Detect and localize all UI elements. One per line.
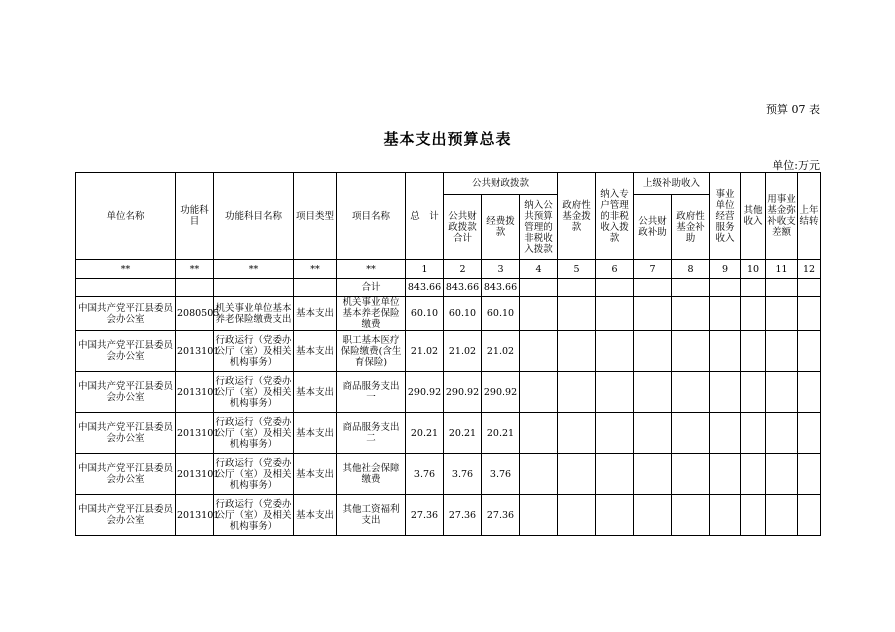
index-cell: ** xyxy=(337,260,406,279)
index-cell: 9 xyxy=(710,260,741,279)
table-row xyxy=(76,372,821,413)
total-label: 合计 xyxy=(337,279,406,297)
header-other-income: 其他收入 xyxy=(741,173,766,260)
total-value: 843.66 xyxy=(406,279,444,297)
index-cell: ** xyxy=(214,260,294,279)
cell-func-name: 行政运行（党委办公厅（室）及相关机构事务） xyxy=(214,372,294,413)
budget-table xyxy=(75,172,821,536)
page-title: 基本支出预算总表 xyxy=(383,130,512,148)
table-row xyxy=(76,297,821,331)
cell-func-name: 机关事业单位基本养老保险缴费支出 xyxy=(214,297,294,331)
cell-total: 60.10 xyxy=(406,297,444,331)
cell-expense: 3.76 xyxy=(482,454,520,495)
cell-unit: 中国共产党平江县委员会办公室 xyxy=(76,413,176,454)
cell-type: 基本支出 xyxy=(294,495,337,536)
cell-func-name: 行政运行（党委办公厅（室）及相关机构事务） xyxy=(214,413,294,454)
header-ss-public: 公共财政补助 xyxy=(634,195,672,260)
form-number: 预算 07 表 xyxy=(766,103,820,116)
header-ss-gov-fund: 政府性基金补助 xyxy=(672,195,710,260)
index-cell: 10 xyxy=(741,260,766,279)
cell-unit: 中国共产党平江县委员会办公室 xyxy=(76,495,176,536)
cell-item: 其他社会保障缴费 xyxy=(337,454,406,495)
cell-item: 职工基本医疗保险缴费(含生育保险) xyxy=(337,331,406,372)
header-special-nontax: 纳入专户管理的非税收入拨款 xyxy=(596,173,634,260)
cell-subtotal: 290.92 xyxy=(444,372,482,413)
header-gov-fund: 政府性基金拨款 xyxy=(558,173,596,260)
cell-code: 2013101 xyxy=(176,454,214,495)
cell-code: 2013101 xyxy=(176,413,214,454)
cell-subtotal: 3.76 xyxy=(444,454,482,495)
cell-code: 2080505 xyxy=(176,297,214,331)
index-cell: 3 xyxy=(482,260,520,279)
cell-type: 基本支出 xyxy=(294,297,337,331)
cell-subtotal: 60.10 xyxy=(444,297,482,331)
index-cell: ** xyxy=(294,260,337,279)
index-cell: 7 xyxy=(634,260,672,279)
index-cell: 5 xyxy=(558,260,596,279)
cell-type: 基本支出 xyxy=(294,454,337,495)
total-pf-expense: 843.66 xyxy=(482,279,520,297)
cell-total: 20.21 xyxy=(406,413,444,454)
cell-unit: 中国共产党平江县委员会办公室 xyxy=(76,454,176,495)
header-public-finance: 公共财政拨款 xyxy=(444,173,558,195)
cell-total: 290.92 xyxy=(406,372,444,413)
index-cell: 8 xyxy=(672,260,710,279)
header-fund-offset: 用事业基金弥补收支差额 xyxy=(766,173,798,260)
index-row xyxy=(76,260,821,279)
cell-subtotal: 21.02 xyxy=(444,331,482,372)
header-total: 总 计 xyxy=(406,173,444,260)
table-row xyxy=(76,413,821,454)
header-superior-subsidy: 上级补助收入 xyxy=(634,173,710,195)
cell-total: 21.02 xyxy=(406,331,444,372)
header-func-code: 功能科目 xyxy=(176,173,214,260)
table-row xyxy=(76,495,821,536)
cell-expense: 60.10 xyxy=(482,297,520,331)
cell-expense: 27.36 xyxy=(482,495,520,536)
unit-label: 单位:万元 xyxy=(772,159,820,172)
table-row xyxy=(76,331,821,372)
index-cell: 6 xyxy=(596,260,634,279)
cell-expense: 21.02 xyxy=(482,331,520,372)
cell-code: 2013101 xyxy=(176,495,214,536)
table-row xyxy=(76,454,821,495)
total-pf-subtotal: 843.66 xyxy=(444,279,482,297)
header-carry-over: 上年结转 xyxy=(798,173,821,260)
index-cell: 2 xyxy=(444,260,482,279)
header-item-name: 项目名称 xyxy=(337,173,406,260)
cell-item: 商品服务支出一 xyxy=(337,372,406,413)
header-item-type: 项目类型 xyxy=(294,173,337,260)
header-func-name: 功能科目名称 xyxy=(214,173,294,260)
index-cell: 11 xyxy=(766,260,798,279)
header-unit-name: 单位名称 xyxy=(76,173,176,260)
cell-expense: 20.21 xyxy=(482,413,520,454)
cell-code: 2013101 xyxy=(176,331,214,372)
cell-subtotal: 20.21 xyxy=(444,413,482,454)
cell-type: 基本支出 xyxy=(294,331,337,372)
cell-code: 2013101 xyxy=(176,372,214,413)
cell-total: 3.76 xyxy=(406,454,444,495)
cell-type: 基本支出 xyxy=(294,372,337,413)
total-row xyxy=(76,279,821,297)
cell-item: 其他工资福利支出 xyxy=(337,495,406,536)
cell-item: 机关事业单位基本养老保险缴费 xyxy=(337,297,406,331)
index-cell: 12 xyxy=(798,260,821,279)
cell-total: 27.36 xyxy=(406,495,444,536)
cell-item: 商品服务支出二 xyxy=(337,413,406,454)
cell-unit: 中国共产党平江县委员会办公室 xyxy=(76,331,176,372)
cell-expense: 290.92 xyxy=(482,372,520,413)
index-cell: ** xyxy=(76,260,176,279)
header-business-income: 事业单位经营服务收入 xyxy=(710,173,741,260)
cell-func-name: 行政运行（党委办公厅（室）及相关机构事务） xyxy=(214,454,294,495)
cell-unit: 中国共产党平江县委员会办公室 xyxy=(76,372,176,413)
index-cell: 4 xyxy=(520,260,558,279)
cell-subtotal: 27.36 xyxy=(444,495,482,536)
header-pf-nontax: 纳入公共预算管理的非税收入拨款 xyxy=(520,195,558,260)
header-pf-subtotal: 公共财政拨款合计 xyxy=(444,195,482,260)
index-cell: ** xyxy=(176,260,214,279)
cell-unit: 中国共产党平江县委员会办公室 xyxy=(76,297,176,331)
index-cell: 1 xyxy=(406,260,444,279)
cell-func-name: 行政运行（党委办公厅（室）及相关机构事务） xyxy=(214,331,294,372)
cell-type: 基本支出 xyxy=(294,413,337,454)
cell-func-name: 行政运行（党委办公厅（室）及相关机构事务） xyxy=(214,495,294,536)
header-pf-expense: 经费拨款 xyxy=(482,195,520,260)
